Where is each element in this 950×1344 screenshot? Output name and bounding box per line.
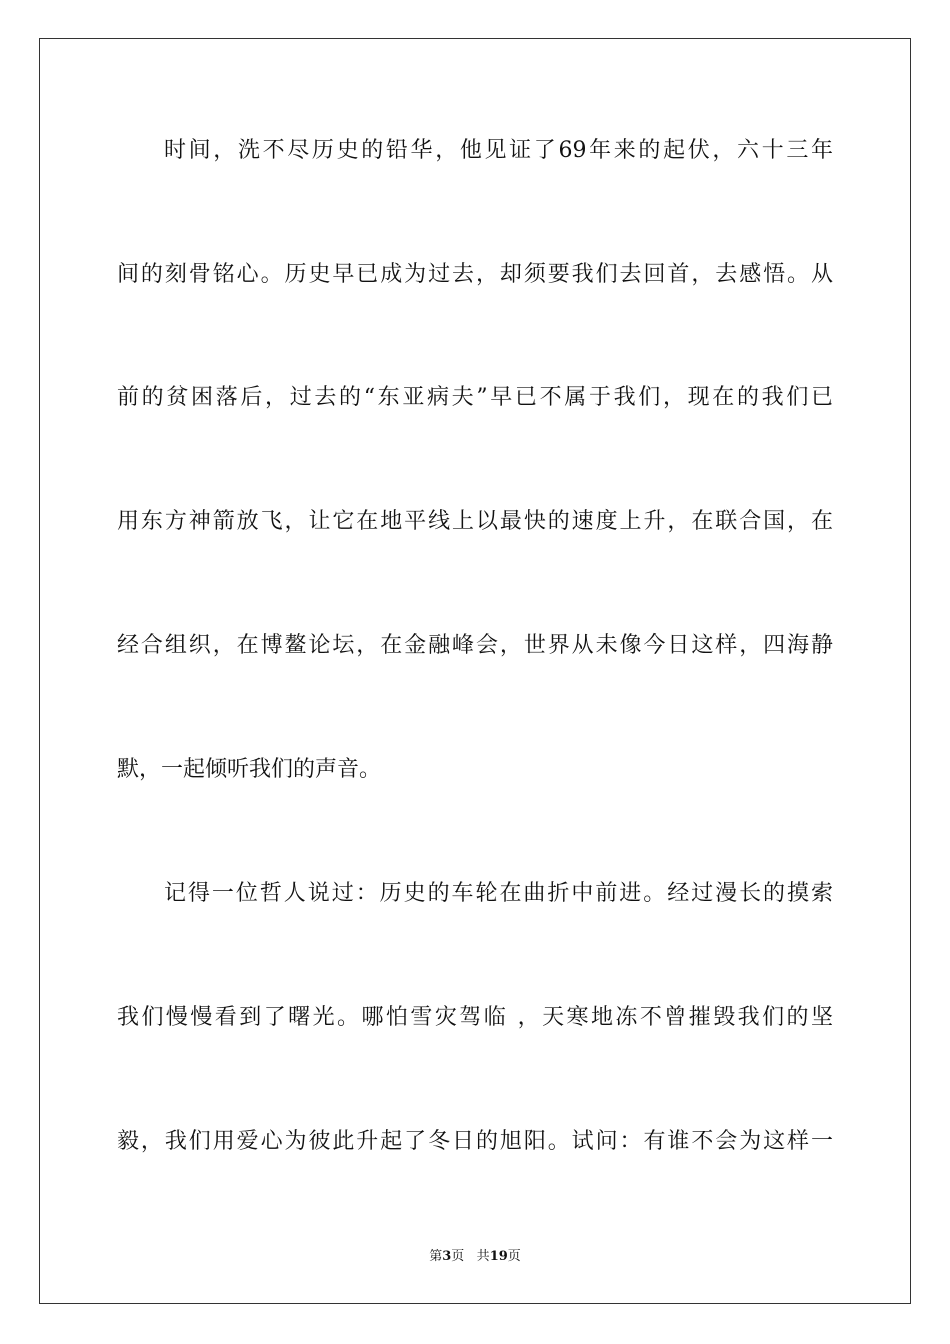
total-pages: 19 bbox=[489, 1249, 508, 1264]
paragraph-1-line-1: 时间，洗不尽历史的铅华，他见证了69年来的起伏，六十三年 bbox=[164, 138, 833, 163]
paragraph-1-line-2: 间的刻骨铭心。历史早已成为过去，却须要我们去回首，去感悟。从 bbox=[117, 262, 833, 287]
page-number: 3 bbox=[442, 1249, 452, 1264]
paragraph-2-line-3: 毅，我们用爱心为彼此升起了冬日的旭阳。试问：有谁不会为这样一 bbox=[117, 1129, 833, 1154]
total-prefix: 共 bbox=[476, 1249, 490, 1264]
paragraph-2-line-1: 记得一位哲人说过：历史的车轮在曲折中前进。经过漫长的摸索 bbox=[164, 881, 833, 906]
total-suffix: 页 bbox=[507, 1249, 521, 1264]
paragraph-2-line-2: 我们慢慢看到了曙光。哪怕雪灾驾临 ，天寒地冻不曾摧毁我们的坚 bbox=[117, 1005, 833, 1030]
page-prefix: 第 bbox=[429, 1249, 443, 1264]
page-footer bbox=[0, 1248, 950, 1266]
page-suffix: 页 bbox=[451, 1249, 465, 1264]
paragraph-1-line-6: 默，一起倾听我们的声音。 bbox=[117, 757, 382, 782]
paragraph-1-line-5: 经合组织，在博鳌论坛，在金融峰会，世界从未像今日这样，四海静 bbox=[117, 633, 833, 658]
page-border bbox=[39, 38, 911, 1304]
paragraph-1-line-3: 前的贫困落后，过去的“东亚病夫”早已不属于我们，现在的我们已 bbox=[117, 385, 833, 410]
paragraph-1-line-4: 用东方神箭放飞，让它在地平线上以最快的速度上升，在联合国，在 bbox=[117, 509, 833, 534]
